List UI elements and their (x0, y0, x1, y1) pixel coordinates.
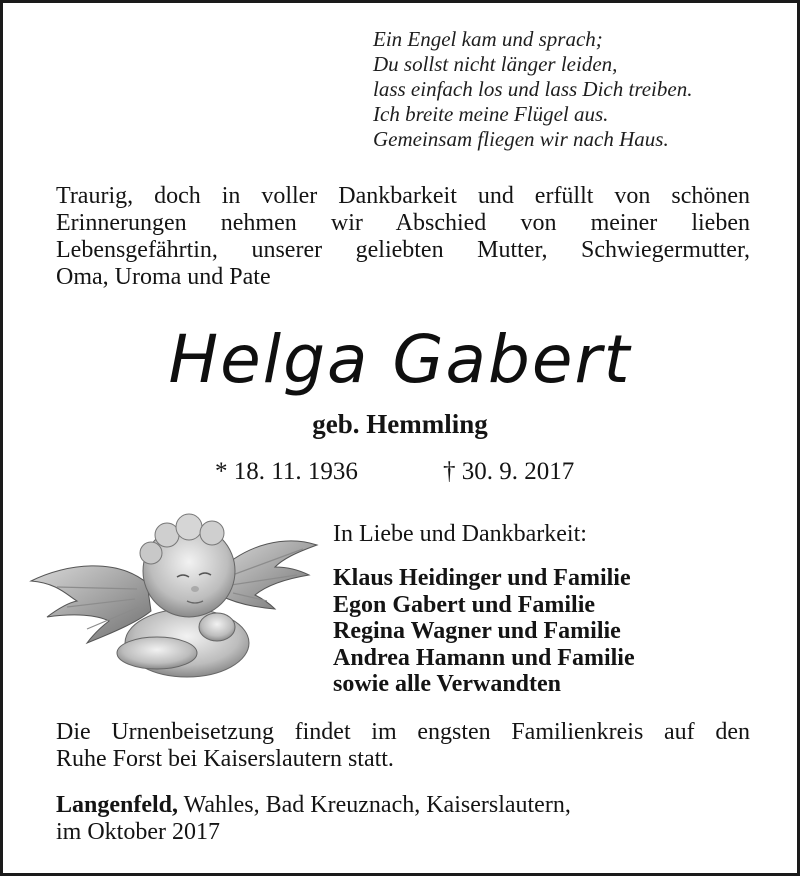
intro-line: Erinnerungen nehmen wir Abschied von meiner lieben (56, 210, 750, 236)
poem-line: Ein Engel kam und sprach; (373, 27, 603, 51)
mourner-entry: Andrea Hamann und Familie (333, 644, 635, 671)
date-line: im Oktober 2017 (56, 819, 220, 845)
burial-info (56, 719, 750, 773)
deceased-name: Helga Gabert (168, 321, 632, 398)
intro-line: Lebensgefährtin, unserer geliebten Mutter, Schwiegermutter, (56, 237, 750, 263)
place-line (56, 792, 571, 819)
place-primary: Langenfeld, (56, 792, 179, 818)
place-and-date (56, 792, 571, 846)
birth-date: * 18. 11. 1936 (215, 458, 358, 485)
intro-line: Oma, Uroma und Pate (56, 264, 271, 290)
poem (373, 27, 692, 152)
mourner-entry: Regina Wagner und Familie (333, 618, 621, 644)
angel-icon (27, 503, 319, 683)
intro-text (56, 183, 750, 291)
intro-line: Traurig, doch in voller Dankbarkeit und erfüllt von schönen (56, 183, 750, 209)
love-line: In Liebe und Dankbarkeit: (333, 521, 587, 547)
poem-line: Du sollst nicht länger leiden, (373, 52, 618, 76)
poem-line: Gemeinsam fliegen wir nach Haus. (373, 127, 669, 151)
mourners-list (333, 565, 635, 698)
place-rest: Wahles, Bad Kreuznach, Kaiserslautern, (178, 792, 571, 818)
mourner-entry: Klaus Heidinger und Familie (333, 565, 631, 591)
poem-line: Ich breite meine Flügel aus. (373, 102, 609, 126)
mourner-entry: Egon Gabert und Familie (333, 591, 596, 618)
poem-line: lass einfach los und lass Dich treiben. (373, 77, 693, 101)
mourner-entry: sowie alle Verwandten (333, 671, 561, 697)
burial-line: Die Urnenbeisetzung findet im engsten Familienkreis auf den (56, 719, 750, 745)
death-date: † 30. 9. 2017 (443, 458, 575, 485)
maiden-name: geb. Hemmling (312, 409, 488, 439)
burial-line: Ruhe Forst bei Kaiserslautern statt. (56, 746, 394, 772)
